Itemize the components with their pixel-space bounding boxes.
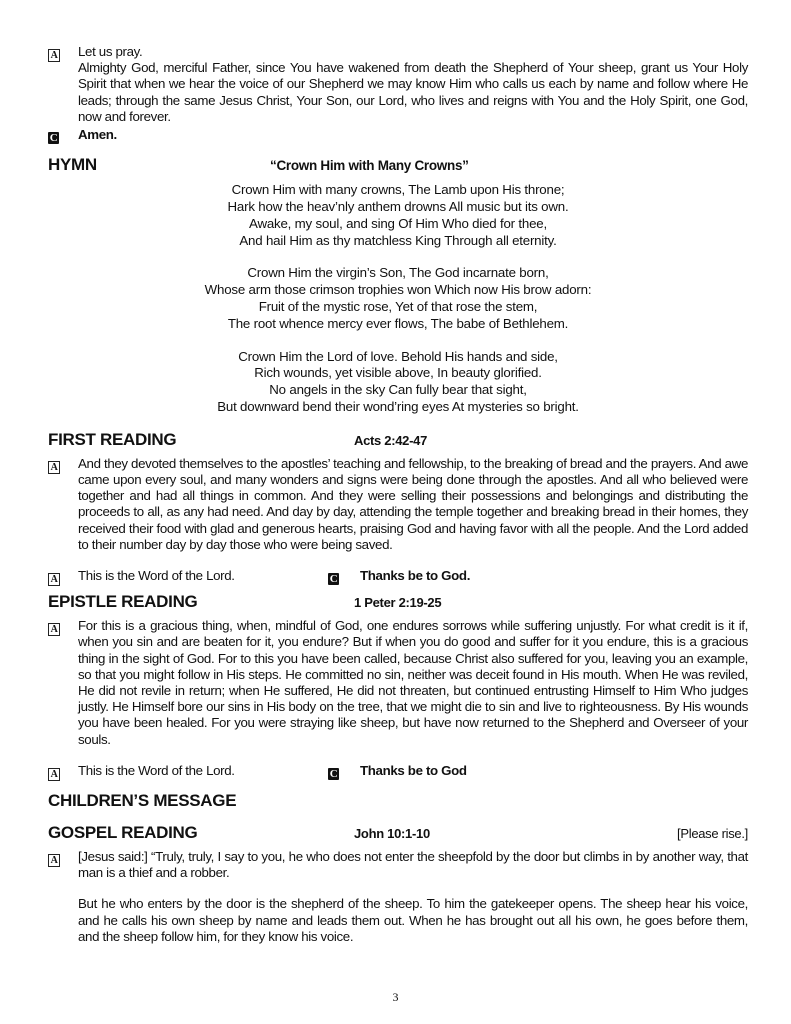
bulletin-page [48, 44, 748, 945]
hymn-line: And hail Him as thy matchless King Through all eternity. [239, 232, 557, 248]
leader-a-icon: A [48, 49, 60, 62]
gospel-para-2: But he who enters by the door is the shepherd of the sheep. To him the gatekeeper opens. The sheep hear his voice, and he calls his own sheep by name and leads them out. When he has brought out all his own, he goes before them, and the sheep follow him, for they know his voice. [78, 896, 748, 944]
gospel-block [48, 849, 748, 945]
hymn-title: “Crown Him with Many Crowns” [270, 158, 469, 174]
page-number: 3 [392, 990, 399, 1004]
hymn-line: The root whence mercy ever flows, The babe of Bethlehem. [227, 315, 569, 331]
first-reading-closing [48, 568, 748, 586]
gospel-para-1: [Jesus said:] “Truly, truly, I say to you, he who does not enter the sheepfold by the door but climbs in by another way, that man is a thief and a robber. [78, 849, 748, 881]
hymn-heading [48, 155, 748, 175]
hymn-verse [48, 265, 748, 332]
leader-a-icon: A [48, 623, 60, 636]
hymn-line: Awake, my soul, and sing Of Him Who died for thee, [249, 215, 547, 231]
hymn-line: No angels in the sky Can fully bear that sight, [269, 382, 527, 398]
first-reading-response: Thanks be to God. [360, 568, 471, 583]
childrens-message-heading [48, 791, 748, 811]
hymn-verses [48, 182, 748, 416]
leader-a-icon: A [48, 461, 60, 474]
hymn-line: Crown Him with many crowns, The Lamb upon His throne; [231, 182, 565, 198]
first-reading-block [48, 456, 748, 553]
epistle-response: Thanks be to God [360, 762, 467, 778]
hymn-line: Whose arm those crimson trophies won Which now His brow adorn: [204, 282, 592, 298]
congregation-c-icon: C [49, 132, 58, 145]
prayer-intro: Let us pray. [78, 44, 143, 59]
congregation-c-icon: C [329, 767, 338, 780]
gospel-ref: John 10:1-10 [354, 826, 430, 842]
epistle-label: EPISTLE READING [48, 592, 198, 612]
gospel-heading [48, 823, 748, 843]
prayer-response [48, 127, 748, 145]
congregation-c-icon: C [329, 573, 338, 585]
epistle-ref: 1 Peter 2:19-25 [354, 595, 442, 611]
hymn-line: Crown Him the virgin’s Son, The God incarnate born, [247, 265, 549, 281]
first-reading-label: FIRST READING [48, 429, 177, 449]
gospel-label: GOSPEL READING [48, 823, 198, 843]
epistle-heading [48, 592, 748, 612]
first-reading-text: And they devoted themselves to the apostles’ teaching and fellowship, to the breaking of bread and the prayers. And awe came upon every soul, and many wonders and signs were being done through the apostles. And all who believed were together and had all things in common. And they were selling their possessions and belongings and distributing the proceeds to all, as any had need. And day by day, attending the temple together and breaking bread in their homes, they received their food with glad and generous hearts, praising God and having favor with all the people. And the Lord added to their number day by day those who were being saved. [78, 455, 748, 552]
leader-a-icon: A [48, 854, 60, 867]
epistle-closing-text: This is the Word of the Lord. [78, 762, 235, 778]
gospel-instruction: [Please rise.] [677, 826, 748, 842]
prayer-response-text: Amen. [78, 127, 117, 143]
leader-a-icon: A [48, 573, 60, 586]
epistle-text: For this is a gracious thing, when, mindful of God, one endures sorrows while suffering unjustly. For what credit is it if, when you sin and are beaten for it, you endure? But if when you do good and suffer for it you endure, this is a gracious thing in the sight of God. For to this you have been called, because Christ also suffered for you, leaving you an example, so that you might follow in His steps. He committed no sin, neither was deceit found in His mouth. When He was reviled, He did not revile in return; when He suffered, He did not threaten, but continued entrusting Himself to Him Who judges justly. He Himself bore our sins in His body on the tree, that we might die to sin and live to righteousness. By His wounds you have been healed. For you were straying like sheep, but have now returned to the Shepherd and Overseer of your souls. [78, 618, 748, 747]
hymn-line: Hark how the heav’nly anthem drowns All music but its own. [227, 199, 569, 215]
hymn-verse [48, 182, 748, 249]
first-reading-heading [48, 430, 748, 450]
childrens-message-label: CHILDREN’S MESSAGE [48, 791, 237, 811]
first-reading-closing-text: This is the Word of the Lord. [78, 568, 235, 583]
hymn-line: Crown Him the Lord of love. Behold His hands and side, [238, 348, 558, 364]
hymn-line: Fruit of the mystic rose, Yet of that rose the stem, [258, 299, 538, 314]
epistle-closing [48, 763, 748, 781]
prayer-block [48, 44, 748, 125]
prayer-text: Almighty God, merciful Father, since You have wakened from death the Shepherd of Your sheep, grant us Your Holy Spirit that when we hear the voice of our Shepherd we may know Him who calls us each by name and follow where He leads; through the same Jesus Christ, Your Son, our Lord, who lives and reigns with You and the Holy Spirit, one God, now and forever. [78, 60, 748, 124]
hymn-line: Rich wounds, yet visible above, In beauty glorified. [254, 365, 542, 381]
hymn-line: But downward bend their wond’ring eyes At mysteries so bright. [217, 398, 579, 414]
first-reading-ref: Acts 2:42-47 [354, 432, 427, 448]
epistle-block [48, 618, 748, 748]
hymn-verse [48, 349, 748, 416]
leader-a-icon: A [48, 768, 60, 781]
hymn-heading-label: HYMN [48, 155, 97, 175]
